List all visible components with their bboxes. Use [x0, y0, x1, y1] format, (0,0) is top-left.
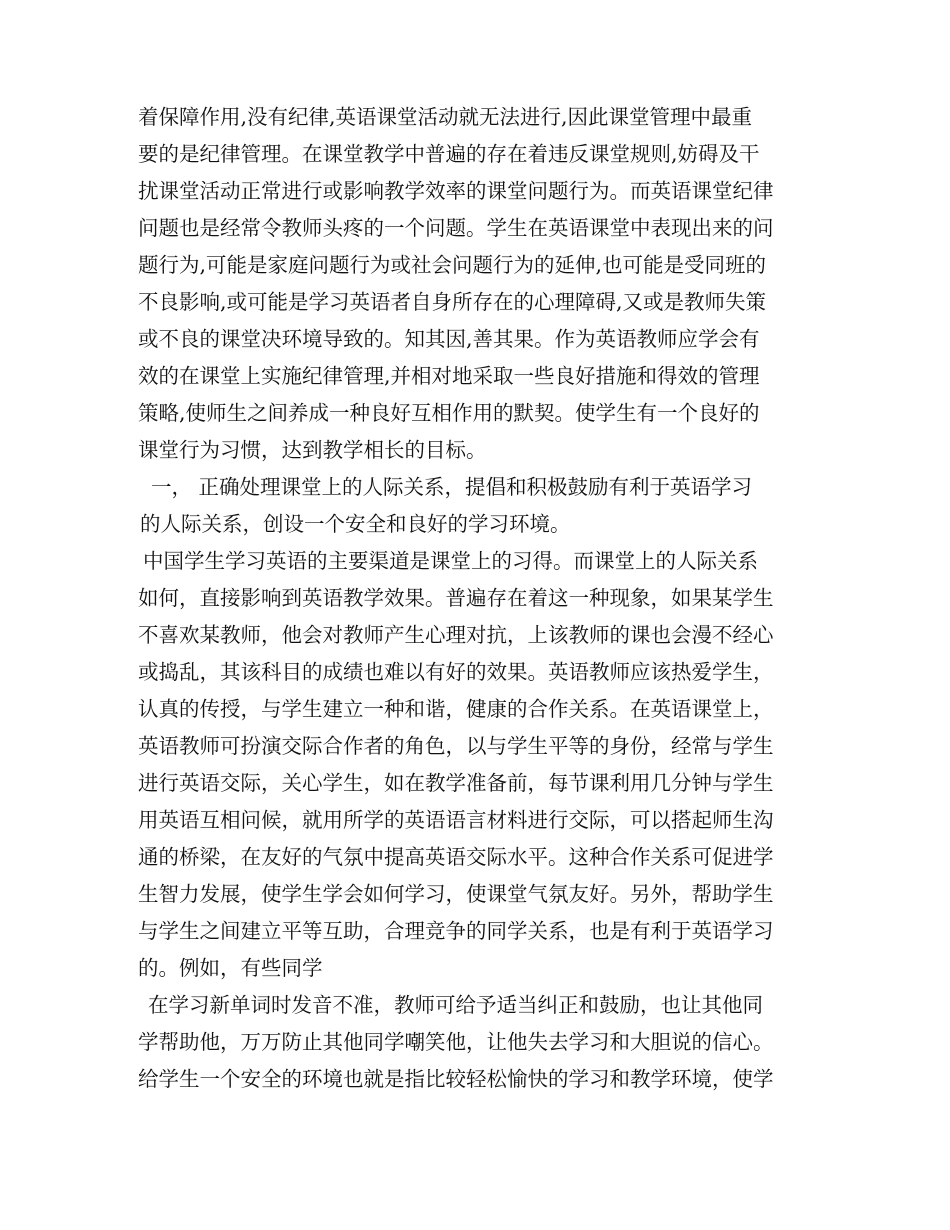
text-line: 要的是纪律管理。在课堂教学中普遍的存在着违反课堂规则,妨碍及干	[138, 142, 760, 166]
text-line: 或不良的课堂决环境导致的。知其因,善其果。作为英语教师应学会有	[138, 327, 760, 351]
section-heading-line: 一， 正确处理课堂上的人际关系，提倡和积极鼓励有利于英语学习	[151, 475, 753, 499]
text-line: 扰课堂活动正常进行或影响教学效率的课堂问题行为。而英语课堂纪律	[138, 179, 774, 203]
text-line: 的。例如，有些同学	[138, 956, 323, 980]
text-line: 如何，直接影响到英语教学效果。普遍存在着这一种现象，如果某学生	[138, 586, 774, 610]
text-line: 效的在课堂上实施纪律管理,并相对地采取一些良好措施和得效的管理	[138, 364, 760, 388]
text-line: 题行为,可能是家庭问题行为或社会问题行为的延伸,也可能是受同班的	[138, 253, 767, 277]
body-text	[138, 99, 818, 1098]
section-heading-line: 的人际关系，创设一个安全和良好的学习环境。	[140, 512, 571, 536]
text-line: 给学生一个安全的环境也就是指比较轻松愉快的学习和教学环境，使学	[138, 1067, 774, 1091]
text-line: 学帮助他，万万防止其他同学嘲笑他，让他失去学习和大胆说的信心。	[138, 1030, 774, 1054]
text-line: 中国学生学习英语的主要渠道是课堂上的习得。而课堂上的人际关系	[143, 549, 758, 573]
text-line: 在学习新单词时发音不准，教师可给予适当纠正和鼓励，也让其他同	[148, 993, 763, 1017]
text-line: 与学生之间建立平等互助，合理竞争的同学关系，也是有利于英语学习	[138, 919, 774, 943]
text-line: 策略,使师生之间养成一种良好互相作用的默契。使学生有一个良好的	[138, 401, 760, 425]
text-line: 用英语互相问候，就用所学的英语语言材料进行交际，可以搭起师生沟	[138, 808, 774, 832]
text-line: 问题也是经常令教师头疼的一个问题。学生在英语课堂中表现出来的问	[138, 216, 774, 240]
text-line: 或捣乱，其该科目的成绩也难以有好的效果。英语教师应该热爱学生，	[138, 660, 774, 684]
text-line: 生智力发展，使学生学会如何学习，使课堂气氛友好。另外，帮助学生	[138, 882, 774, 906]
text-line: 着保障作用,没有纪律,英语课堂活动就无法进行,因此课堂管理中最重	[138, 105, 753, 129]
text-line: 英语教师可扮演交际合作者的角色，以与学生平等的身份，经常与学生	[138, 734, 774, 758]
text-line: 认真的传授，与学生建立一种和谐，健康的合作关系。在英语课堂上，	[138, 697, 774, 721]
text-line: 不喜欢某教师，他会对教师产生心理对抗，上该教师的课也会漫不经心	[138, 623, 774, 647]
text-line: 课堂行为习惯，达到教学相长的目标。	[138, 438, 487, 462]
text-line: 通的桥梁，在友好的气氛中提高英语交际水平。这种合作关系可促进学	[138, 845, 774, 869]
text-line: 进行英语交际，关心学生，如在教学准备前，每节课利用几分钟与学生	[138, 771, 774, 795]
text-line: 不良影响,或可能是学习英语者自身所存在的心理障碍,又或是教师失策	[138, 290, 767, 314]
